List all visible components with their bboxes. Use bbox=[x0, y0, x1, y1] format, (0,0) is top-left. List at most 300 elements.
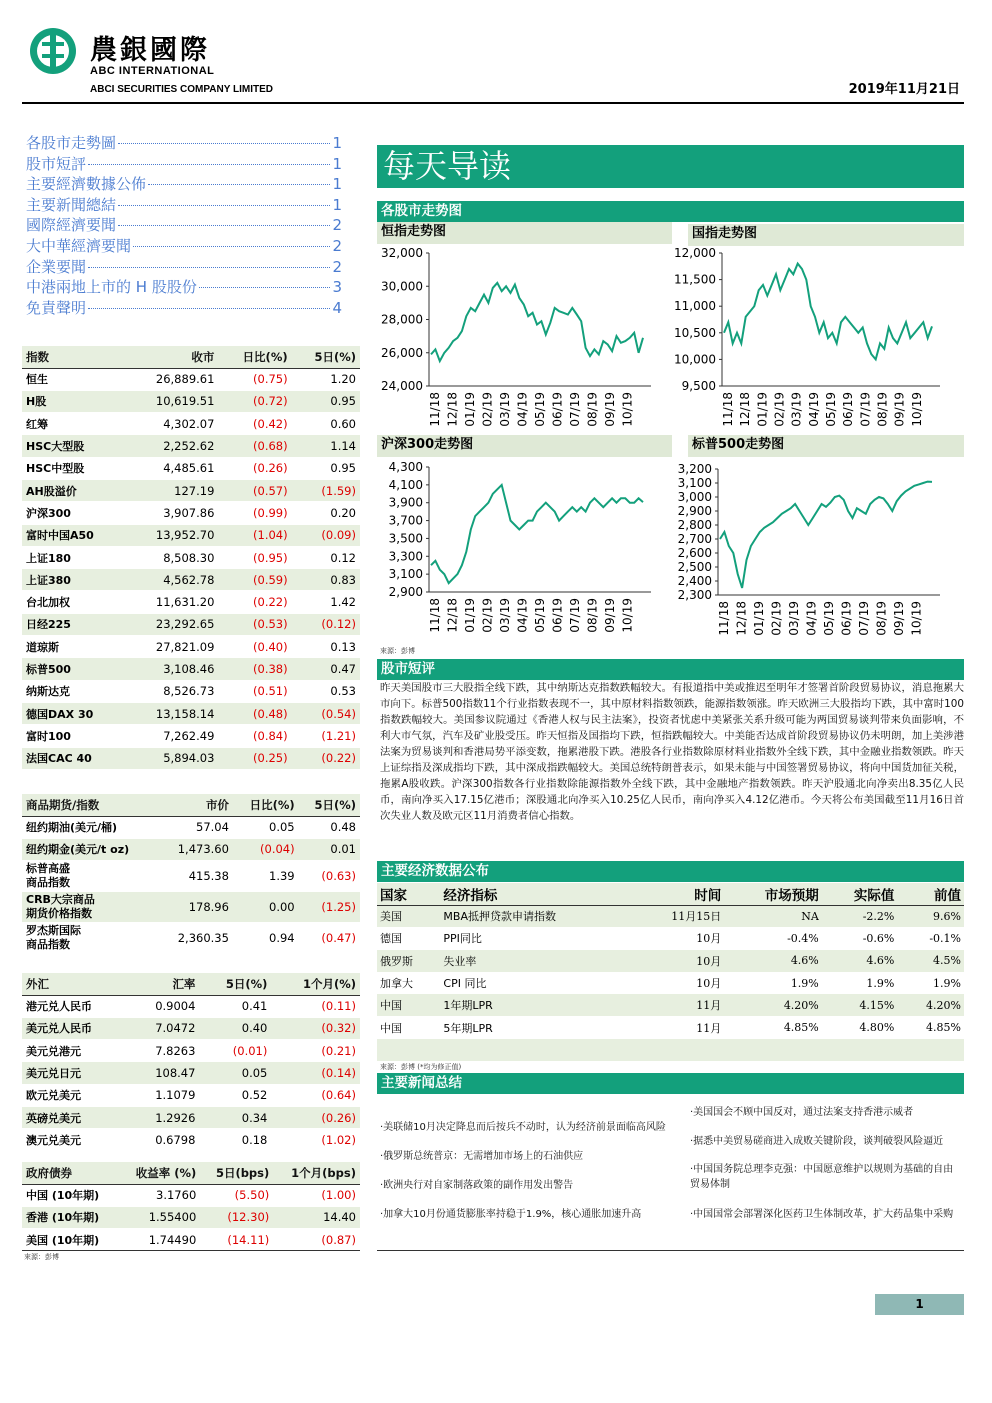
table-row bbox=[22, 413, 360, 435]
toc-item-page: 1 bbox=[332, 175, 342, 194]
table-cell: 14.40 bbox=[273, 1206, 360, 1228]
toc-item[interactable] bbox=[26, 194, 342, 215]
toc-item-label[interactable]: 主要經濟數據公佈 bbox=[26, 175, 147, 194]
table-cell: 4.5% bbox=[897, 950, 964, 972]
y-tick-label: 26,000 bbox=[381, 345, 423, 360]
table-cell: 1.9% bbox=[866, 976, 895, 990]
table-cell: 红筹 bbox=[22, 413, 127, 435]
table-cell: 0.95 bbox=[292, 457, 360, 479]
table-cell: 道琼斯 bbox=[22, 636, 127, 658]
table-cell: -2.2% bbox=[822, 905, 898, 927]
news-item[interactable]: ·欧洲央行对自家制落政策的副作用发出警告 bbox=[380, 1180, 574, 1191]
table-row bbox=[22, 636, 360, 658]
column-header: 外汇 bbox=[22, 973, 129, 995]
news-item[interactable]: ·俄罗斯总统普京：无需增加市场上的石油供应 bbox=[380, 1151, 584, 1162]
table-cell: (0.57) bbox=[218, 479, 291, 501]
x-tick-label: 09/19 bbox=[603, 598, 617, 633]
table-cell: 4.85% bbox=[926, 1021, 961, 1035]
table-cell: 纽约期油(美元/桶) bbox=[22, 816, 160, 838]
toc-item-label[interactable]: 股市短評 bbox=[26, 154, 87, 173]
x-tick-label: 11/18 bbox=[717, 601, 731, 636]
chart-title-hscei: 国指走势图 bbox=[688, 224, 964, 246]
chart-axis bbox=[429, 467, 651, 592]
table-cell: 4.20% bbox=[724, 994, 822, 1016]
table-cell: (0.42) bbox=[218, 413, 291, 435]
logo-english-1: ABC INTERNATIONAL bbox=[90, 65, 215, 77]
table-cell: 108.47 bbox=[129, 1062, 199, 1084]
table-cell: CRB大宗商品 期货价格指数 bbox=[22, 892, 160, 923]
series-line bbox=[720, 482, 932, 588]
toc-item-label[interactable]: 免責聲明 bbox=[26, 298, 87, 317]
x-tick-label: 07/19 bbox=[568, 598, 582, 633]
column-header: 收市 bbox=[127, 346, 219, 368]
table-row bbox=[22, 1084, 360, 1106]
table-cell: (0.14) bbox=[271, 1062, 360, 1084]
y-tick-label: 2,500 bbox=[677, 560, 712, 574]
table-cell: 5年期LPR bbox=[443, 1021, 493, 1035]
y-tick-label: 11,000 bbox=[674, 299, 716, 314]
section-comment: 股市短评 bbox=[377, 659, 964, 680]
table-cell: NA bbox=[724, 905, 822, 927]
y-tick-label: 2,300 bbox=[677, 588, 712, 602]
x-tick-label: 05/19 bbox=[533, 598, 547, 633]
table-cell: (0.40) bbox=[218, 636, 291, 658]
toc-item-page: 2 bbox=[332, 257, 342, 276]
toc-item-page: 4 bbox=[332, 298, 342, 317]
x-tick-label: 01/19 bbox=[463, 598, 477, 633]
column-header: 国家 bbox=[377, 883, 440, 905]
y-tick-label: 30,000 bbox=[381, 279, 423, 294]
table-header bbox=[377, 883, 964, 905]
logo bbox=[28, 26, 78, 76]
y-tick-label: 3,000 bbox=[677, 490, 712, 504]
table-cell: -0.4% bbox=[787, 931, 819, 945]
table-cell: 8,526.73 bbox=[127, 680, 219, 702]
table-cell: 美元兑日元 bbox=[22, 1062, 129, 1084]
table-row bbox=[22, 1229, 360, 1251]
table-cell: 127.19 bbox=[127, 479, 219, 501]
toc-leader bbox=[88, 267, 330, 268]
table-cell: 0.83 bbox=[292, 569, 360, 591]
table-cell: 恒生 bbox=[22, 368, 127, 390]
table-cell: HSC中型股 bbox=[22, 457, 127, 479]
table-cell: 3,907.86 bbox=[127, 502, 219, 524]
section-charts: 各股市走势图 bbox=[377, 201, 964, 222]
series-line bbox=[431, 283, 643, 361]
commodities-table bbox=[22, 794, 360, 954]
news-item[interactable]: ·美国国会不顾中国反对，通过法案支持香港示威者 bbox=[690, 1107, 914, 1118]
table-cell: 27,821.09 bbox=[127, 636, 219, 658]
table-cell: HSC大型股 bbox=[22, 435, 127, 457]
table-cell: (0.51) bbox=[218, 680, 291, 702]
column-header: 日比(%) bbox=[233, 794, 299, 816]
table-cell: MBA抵押贷款申请指数 bbox=[440, 905, 633, 927]
table-cell: 上证380 bbox=[22, 569, 127, 591]
toc-item-page: 1 bbox=[332, 134, 342, 152]
table-cell: (1.21) bbox=[292, 725, 360, 747]
table-cell: 加拿大 bbox=[380, 977, 413, 991]
table-row bbox=[22, 390, 360, 412]
x-tick-label: 11/18 bbox=[428, 392, 442, 427]
chart-axis bbox=[429, 253, 651, 386]
table-cell: (1.59) bbox=[292, 479, 360, 501]
table-cell: (0.87) bbox=[273, 1229, 360, 1251]
x-tick-label: 02/19 bbox=[480, 598, 495, 633]
table-cell: 0.13 bbox=[292, 636, 360, 658]
logo-english-2: ABCI SECURITIES COMPANY LIMITED bbox=[90, 84, 273, 95]
news-item[interactable]: ·美联储10月决定降息而后按兵不动时，认为经济前景面临高风险 bbox=[380, 1122, 666, 1133]
table-cell: 0.47 bbox=[292, 658, 360, 680]
x-tick-label: 12/18 bbox=[738, 392, 753, 427]
table-cell: 纳斯达克 bbox=[22, 680, 127, 702]
x-tick-label: 01/19 bbox=[752, 601, 766, 636]
table-header bbox=[22, 1162, 360, 1184]
table-cell: 0.48 bbox=[299, 816, 360, 838]
y-tick-label: 11,500 bbox=[674, 272, 716, 287]
table-row bbox=[22, 702, 360, 724]
column-header: 1个月(%) bbox=[271, 973, 360, 995]
x-tick-label: 01/19 bbox=[463, 392, 477, 427]
table-cell: 5,894.03 bbox=[127, 747, 219, 769]
news-item[interactable]: ·加拿大10月份通货膨胀率持稳于1.9%，核心通胀加速升高 bbox=[380, 1209, 642, 1220]
toc-item[interactable] bbox=[26, 276, 342, 297]
page-title: 每天导读 bbox=[377, 145, 964, 188]
table-header bbox=[22, 794, 360, 816]
chart-csi300 bbox=[377, 458, 677, 643]
table-row bbox=[22, 892, 360, 923]
table-of-contents bbox=[26, 132, 342, 317]
x-tick-label: 08/19 bbox=[585, 598, 600, 633]
abc-logo-icon bbox=[28, 26, 78, 76]
table-row bbox=[22, 995, 360, 1017]
column-header: 5日(%) bbox=[299, 794, 360, 816]
table-cell: (0.01) bbox=[199, 1040, 271, 1062]
table-cell: 德国DAX 30 bbox=[22, 702, 127, 724]
report-date: 2019年11月21日 bbox=[848, 82, 960, 97]
y-tick-label: 10,000 bbox=[674, 352, 716, 367]
y-tick-label: 3,100 bbox=[677, 476, 712, 490]
table-cell: 1年期LPR bbox=[440, 994, 633, 1016]
table-row bbox=[22, 457, 360, 479]
x-tick-label: 03/19 bbox=[498, 392, 512, 427]
table-row bbox=[22, 658, 360, 680]
y-tick-label: 2,400 bbox=[677, 574, 712, 588]
toc-item[interactable] bbox=[26, 256, 342, 277]
toc-item-page: 2 bbox=[332, 216, 342, 235]
x-tick-label: 10/19 bbox=[909, 601, 924, 636]
table-cell: (12.30) bbox=[200, 1206, 273, 1228]
table-cell: 0.6798 bbox=[129, 1129, 199, 1151]
table-row bbox=[22, 502, 360, 524]
x-tick-label: 09/19 bbox=[892, 601, 906, 636]
toc-leader bbox=[133, 246, 330, 247]
table-cell: 标普高盛 商品指数 bbox=[22, 861, 160, 892]
y-tick-label: 4,300 bbox=[388, 460, 423, 474]
table-cell: 10月 bbox=[696, 977, 722, 991]
table-cell: 1.2926 bbox=[129, 1106, 199, 1128]
table-cell: 4.85% bbox=[783, 1021, 819, 1035]
table-cell: 1.74490 bbox=[119, 1229, 201, 1251]
table-cell: 台北加权 bbox=[22, 591, 127, 613]
table-cell: 4.80% bbox=[859, 1021, 895, 1035]
x-tick-label: 05/19 bbox=[822, 601, 836, 636]
table-cell: 4.6% bbox=[822, 950, 898, 972]
x-tick-label: 02/19 bbox=[480, 392, 495, 427]
news-item[interactable]: ·中国国常会部署深化医药卫生体制改革，扩大药品集中采购 bbox=[690, 1209, 954, 1220]
section-econ: 主要经济数据公布 bbox=[377, 861, 964, 882]
y-tick-label: 3,500 bbox=[388, 531, 423, 546]
table-cell: 0.60 bbox=[292, 413, 360, 435]
table-cell: 美国 (10年期) bbox=[22, 1229, 119, 1251]
table-cell: 10,619.51 bbox=[127, 390, 219, 412]
x-tick-label: 08/19 bbox=[585, 392, 600, 427]
table-cell: (14.11) bbox=[200, 1229, 273, 1251]
toc-item-label[interactable]: 國際經濟要聞 bbox=[26, 216, 117, 235]
market-comment: 昨天美国股市三大股指全线下跌，其中纳斯达克指数跌幅较大。有报道指中美或推迟至明年才签署首阶段贸易协议，消息拖累大市向下。标普500指数11个行业指数表现不一，其中原材料指数领跌，能源指数领涨。昨天欧洲三大股指均下跌，其中富时100指数跌幅较大。美国参议院通过《香港人权与民主法案》，投资者忧虑中美紧张关系升级可能为两国贸易谈判带来负面影响，不利大市气氛，汽车及矿业股受压。昨天恒指及国指均下跌，恒指跌幅较大。中美能否达成首阶段贸易协议仍未明朗，加上美涉港法案为贸易谈判和香港局势平添变数，拖累港股下跌。港股各行业指数除原材料业指数外全线下跌，其中金融业指数领跌。昨天上证综指及深成指均下跌，其中深成指跌幅较大。美国总统特朗普表示，如果未能与中国签署贸易协议，将向中国货加征关税，拖累A股收跌。沪深300指数各行业指数除能源指数外全线下跌，其中金融地产指数领跌。昨天沪股通北向净卖出8.35亿人民币，南向净买入17.15亿港币；深股通北向净买入10.25亿人民币，南向净买入4.12亿港币。今天将公布美国截至11月16日首次失业人数及欧元区11月消费者信心指数。 bbox=[380, 682, 964, 822]
table-cell: 纽约期金(美元/t oz) bbox=[22, 838, 160, 860]
section-news: 主要新闻总结 bbox=[377, 1073, 964, 1094]
table-cell: 美国 bbox=[377, 905, 440, 927]
toc-item-page: 2 bbox=[332, 236, 342, 255]
y-tick-label: 3,100 bbox=[388, 567, 423, 582]
column-header: 政府债券 bbox=[22, 1162, 119, 1184]
table-cell: 7,262.49 bbox=[127, 725, 219, 747]
news-item[interactable]: ·据悉中美贸易磋商进入成败关键阶段，谈判破裂风险逼近 bbox=[690, 1136, 944, 1147]
table-row bbox=[377, 905, 964, 927]
y-tick-label: 10,500 bbox=[674, 325, 716, 340]
table-row bbox=[22, 1017, 360, 1039]
table-cell: 俄罗斯 bbox=[377, 950, 440, 972]
x-tick-label: 06/19 bbox=[841, 392, 856, 427]
table-cell: 德国 bbox=[380, 932, 402, 946]
column-header: 1个月(bps) bbox=[273, 1162, 360, 1184]
y-tick-label: 3,200 bbox=[677, 462, 712, 476]
table-cell: 11月 bbox=[633, 994, 724, 1016]
news-item[interactable]: ·中国国务院总理李克强：中国愿意维护以规则为基础的自由贸易体制 bbox=[690, 1164, 954, 1190]
page-number: 1 bbox=[875, 1294, 964, 1315]
table-cell: 0.52 bbox=[199, 1084, 271, 1106]
y-tick-label: 2,800 bbox=[677, 518, 712, 532]
toc-leader bbox=[118, 143, 330, 144]
table-cell: 7.8263 bbox=[129, 1040, 199, 1062]
table-cell: (0.26) bbox=[218, 457, 291, 479]
table-cell: 9.6% bbox=[897, 905, 964, 927]
table-cell: 富时中国A50 bbox=[22, 524, 127, 546]
table-cell: (0.22) bbox=[292, 747, 360, 769]
table-cell: 57.04 bbox=[160, 816, 233, 838]
x-tick-label: 10/19 bbox=[620, 392, 635, 427]
table-cell: (0.32) bbox=[271, 1017, 360, 1039]
x-tick-label: 06/19 bbox=[550, 598, 565, 633]
table-cell: 澳元兑美元 bbox=[22, 1129, 129, 1151]
chart-title-sp500: 标普500走势图 bbox=[688, 435, 964, 457]
toc-item-label[interactable]: 大中華經濟要聞 bbox=[26, 236, 132, 255]
fx-table bbox=[22, 973, 360, 1152]
table-cell: 4.6% bbox=[724, 950, 822, 972]
column-header: 日比(%) bbox=[218, 346, 291, 368]
table-cell: 26,889.61 bbox=[127, 368, 219, 390]
table-cell: 罗杰斯国际 商品指数 bbox=[22, 923, 160, 954]
toc-item-label[interactable]: 主要新聞總結 bbox=[26, 195, 117, 214]
left-source: 來源：彭博 bbox=[24, 1253, 59, 1261]
x-tick-label: 05/19 bbox=[824, 392, 838, 427]
table-cell: 0.53 bbox=[292, 680, 360, 702]
table-row bbox=[22, 435, 360, 457]
table-cell: 上证180 bbox=[22, 546, 127, 568]
table-cell: 0.95 bbox=[292, 390, 360, 412]
table-cell: (0.47) bbox=[299, 923, 360, 954]
table-cell: (0.64) bbox=[271, 1084, 360, 1106]
table-cell: 0.40 bbox=[199, 1017, 271, 1039]
y-tick-label: 2,900 bbox=[388, 585, 423, 599]
toc-item[interactable] bbox=[26, 235, 342, 256]
x-tick-label: 04/19 bbox=[515, 598, 530, 633]
series-line bbox=[431, 485, 643, 583]
table-row bbox=[377, 1016, 964, 1038]
table-cell: 香港 (10年期) bbox=[22, 1206, 119, 1228]
x-tick-label: 11/18 bbox=[721, 392, 735, 427]
table-cell: 1.9% bbox=[790, 976, 819, 990]
table-row bbox=[22, 1106, 360, 1128]
table-cell: 7.0472 bbox=[129, 1017, 199, 1039]
table-row bbox=[22, 1040, 360, 1062]
toc-item[interactable] bbox=[26, 214, 342, 235]
table-cell: (1.00) bbox=[273, 1184, 360, 1206]
table-cell bbox=[377, 1039, 964, 1061]
table-cell: (0.63) bbox=[299, 861, 360, 892]
table-cell: (0.38) bbox=[218, 658, 291, 680]
table-cell: 0.94 bbox=[233, 923, 299, 954]
table-cell: 标普500 bbox=[22, 658, 127, 680]
table-cell: 沪深300 bbox=[22, 502, 127, 524]
table-cell: (0.11) bbox=[271, 995, 360, 1017]
x-tick-label: 03/19 bbox=[498, 598, 512, 633]
table-cell: 0.01 bbox=[299, 838, 360, 860]
table-cell: 中国 bbox=[380, 1021, 402, 1035]
table-cell: 英磅兑美元 bbox=[22, 1106, 129, 1128]
chart-axis bbox=[722, 253, 940, 386]
toc-leader bbox=[88, 164, 330, 165]
x-tick-label: 09/19 bbox=[892, 392, 907, 427]
toc-leader bbox=[88, 308, 330, 309]
x-tick-label: 09/19 bbox=[603, 392, 617, 427]
table-row bbox=[22, 569, 360, 591]
table-cell: (0.26) bbox=[271, 1106, 360, 1128]
table-cell: (0.48) bbox=[218, 702, 291, 724]
column-header: 市价 bbox=[160, 794, 233, 816]
x-tick-label: 12/18 bbox=[734, 601, 749, 636]
table-cell: PPI同比 bbox=[443, 932, 482, 946]
table-cell: 0.41 bbox=[199, 995, 271, 1017]
column-header: 实际值 bbox=[822, 883, 898, 905]
table-cell: 富时100 bbox=[22, 725, 127, 747]
chart-hsi bbox=[377, 244, 677, 434]
table-cell: 美元兑港元 bbox=[22, 1040, 129, 1062]
table-row bbox=[377, 972, 964, 994]
y-tick-label: 2,600 bbox=[677, 546, 712, 560]
table-cell: 0.18 bbox=[199, 1129, 271, 1151]
x-tick-label: 06/19 bbox=[550, 392, 565, 427]
table-cell: -0.6% bbox=[862, 931, 895, 945]
series-line bbox=[724, 264, 932, 360]
table-cell: H股 bbox=[22, 390, 127, 412]
column-header: 指数 bbox=[22, 346, 127, 368]
table-row bbox=[377, 994, 964, 1016]
table-cell: -0.1% bbox=[929, 931, 961, 945]
table-row bbox=[377, 950, 964, 972]
toc-item[interactable] bbox=[26, 297, 342, 318]
table-row bbox=[377, 927, 964, 949]
chart-title-hsi: 恒指走势图 bbox=[377, 222, 672, 244]
table-cell: 欧元兑美元 bbox=[22, 1084, 129, 1106]
toc-leader bbox=[199, 287, 331, 288]
table-row bbox=[22, 725, 360, 747]
table-row bbox=[22, 923, 360, 954]
toc-item[interactable] bbox=[26, 173, 342, 194]
table-cell: 178.96 bbox=[160, 892, 233, 923]
column-header: 汇率 bbox=[129, 973, 199, 995]
toc-item[interactable] bbox=[26, 153, 342, 174]
bonds-table bbox=[22, 1162, 360, 1251]
toc-leader bbox=[118, 205, 330, 206]
table-cell: (0.09) bbox=[292, 524, 360, 546]
table-cell: (0.12) bbox=[292, 613, 360, 635]
table-cell: 中国 bbox=[377, 994, 440, 1016]
table-cell: 2,360.35 bbox=[160, 923, 233, 954]
x-tick-label: 11/18 bbox=[428, 598, 442, 633]
table-cell: (5.50) bbox=[200, 1184, 273, 1206]
toc-item-label[interactable]: 中港兩地上市的 H 股股份 bbox=[26, 278, 197, 297]
x-tick-label: 01/19 bbox=[755, 392, 770, 427]
table-row bbox=[22, 546, 360, 568]
table-row bbox=[22, 1062, 360, 1084]
x-tick-label: 12/18 bbox=[445, 392, 460, 427]
column-header: 5日(%) bbox=[292, 346, 360, 368]
table-cell: (1.02) bbox=[271, 1129, 360, 1151]
table-row bbox=[22, 1129, 360, 1151]
x-tick-label: 02/19 bbox=[772, 392, 787, 427]
y-tick-label: 3,900 bbox=[388, 495, 423, 510]
chart-axis bbox=[718, 469, 940, 595]
table-row bbox=[22, 816, 360, 838]
table-row bbox=[22, 747, 360, 769]
table-cell: 0.9004 bbox=[129, 995, 199, 1017]
table-cell: 4.20% bbox=[897, 994, 964, 1016]
table-cell: 3,108.46 bbox=[127, 658, 219, 680]
table-cell: 2,252.62 bbox=[127, 435, 219, 457]
table-cell: 0.05 bbox=[233, 816, 299, 838]
table-cell: CPI 同比 bbox=[443, 977, 487, 991]
table-cell: 港元兑人民币 bbox=[22, 995, 129, 1017]
y-tick-label: 32,000 bbox=[381, 246, 423, 260]
econ-table bbox=[377, 883, 964, 1061]
toc-item-label[interactable]: 企業要聞 bbox=[26, 257, 87, 276]
table-row bbox=[22, 524, 360, 546]
table-header bbox=[22, 973, 360, 995]
table-cell: 4,562.78 bbox=[127, 569, 219, 591]
x-tick-label: 03/19 bbox=[787, 601, 801, 636]
toc-item-label[interactable]: 各股市走勢圖 bbox=[26, 134, 117, 152]
table-cell: 8,508.30 bbox=[127, 546, 219, 568]
toc-item[interactable] bbox=[26, 132, 342, 153]
news-bottom-rule bbox=[377, 1250, 964, 1251]
y-tick-label: 3,300 bbox=[388, 549, 423, 564]
table-cell: 13,158.14 bbox=[127, 702, 219, 724]
chart-title-csi300: 沪深300走势图 bbox=[377, 435, 672, 457]
x-tick-label: 04/19 bbox=[804, 601, 819, 636]
table-cell: 1.42 bbox=[292, 591, 360, 613]
column-header: 5日(%) bbox=[199, 973, 271, 995]
